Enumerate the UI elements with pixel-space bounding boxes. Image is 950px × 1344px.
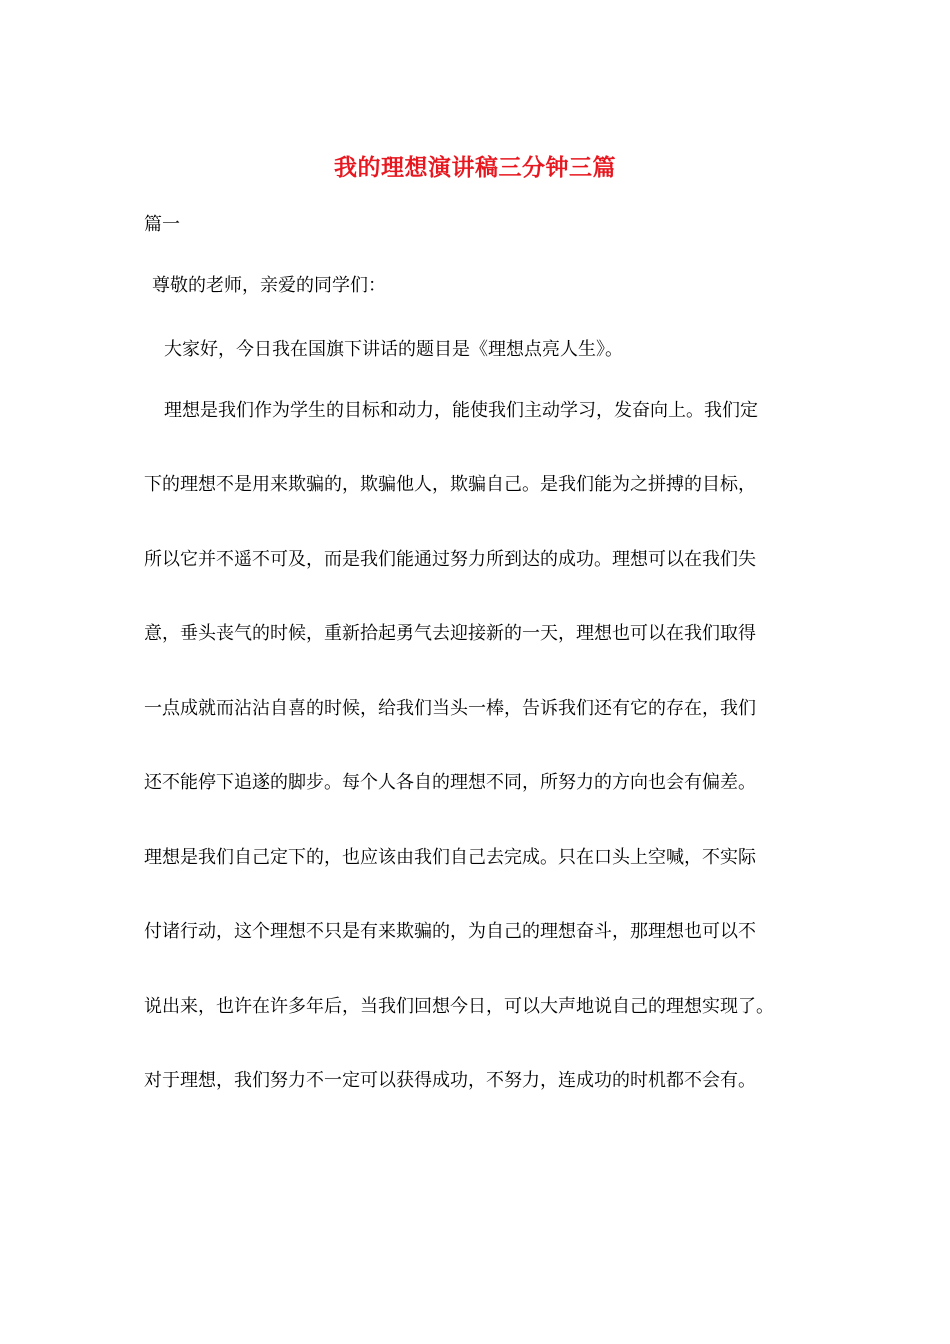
- document-title: 我的理想演讲稿三分钟三篇: [334, 154, 616, 181]
- greeting-paragraph: 大家好，今日我在国旗下讲话的题目是《理想点亮人生》。: [164, 339, 623, 360]
- body-line: 所以它并不遥不可及，而是我们能通过努力所到达的成功。理想可以在我们失: [144, 549, 756, 570]
- body-line: 理想是我们自己定下的，也应该由我们自己去完成。只在口头上空喊，不实际: [144, 847, 756, 868]
- section-heading: 篇一: [144, 214, 180, 235]
- body-line: 对于理想，我们努力不一定可以获得成功，不努力，连成功的时机都不会有。: [144, 1070, 756, 1091]
- body-line: 说出来，也许在许多年后，当我们回想今日，可以大声地说自己的理想实现了。: [144, 996, 774, 1017]
- body-line: 还不能停下追遂的脚步。每个人各自的理想不同，所努力的方向也会有偏差。: [144, 772, 756, 793]
- body-line: 意，垂头丧气的时候，重新拾起勇气去迎接新的一天，理想也可以在我们取得: [144, 623, 756, 644]
- body-line: 付诸行动，这个理想不只是有来欺骗的，为自己的理想奋斗，那理想也可以不: [144, 921, 756, 942]
- salutation: 尊敬的老师，亲爱的同学们：: [152, 275, 386, 296]
- body-line: 一点成就而沾沾自喜的时候，给我们当头一棒，告诉我们还有它的存在，我们: [144, 698, 756, 719]
- body-line: 下的理想不是用来欺骗的，欺骗他人，欺骗自己。是我们能为之拼搏的目标，: [144, 474, 756, 495]
- body-line: 理想是我们作为学生的目标和动力，能使我们主动学习，发奋向上。我们定: [164, 400, 758, 421]
